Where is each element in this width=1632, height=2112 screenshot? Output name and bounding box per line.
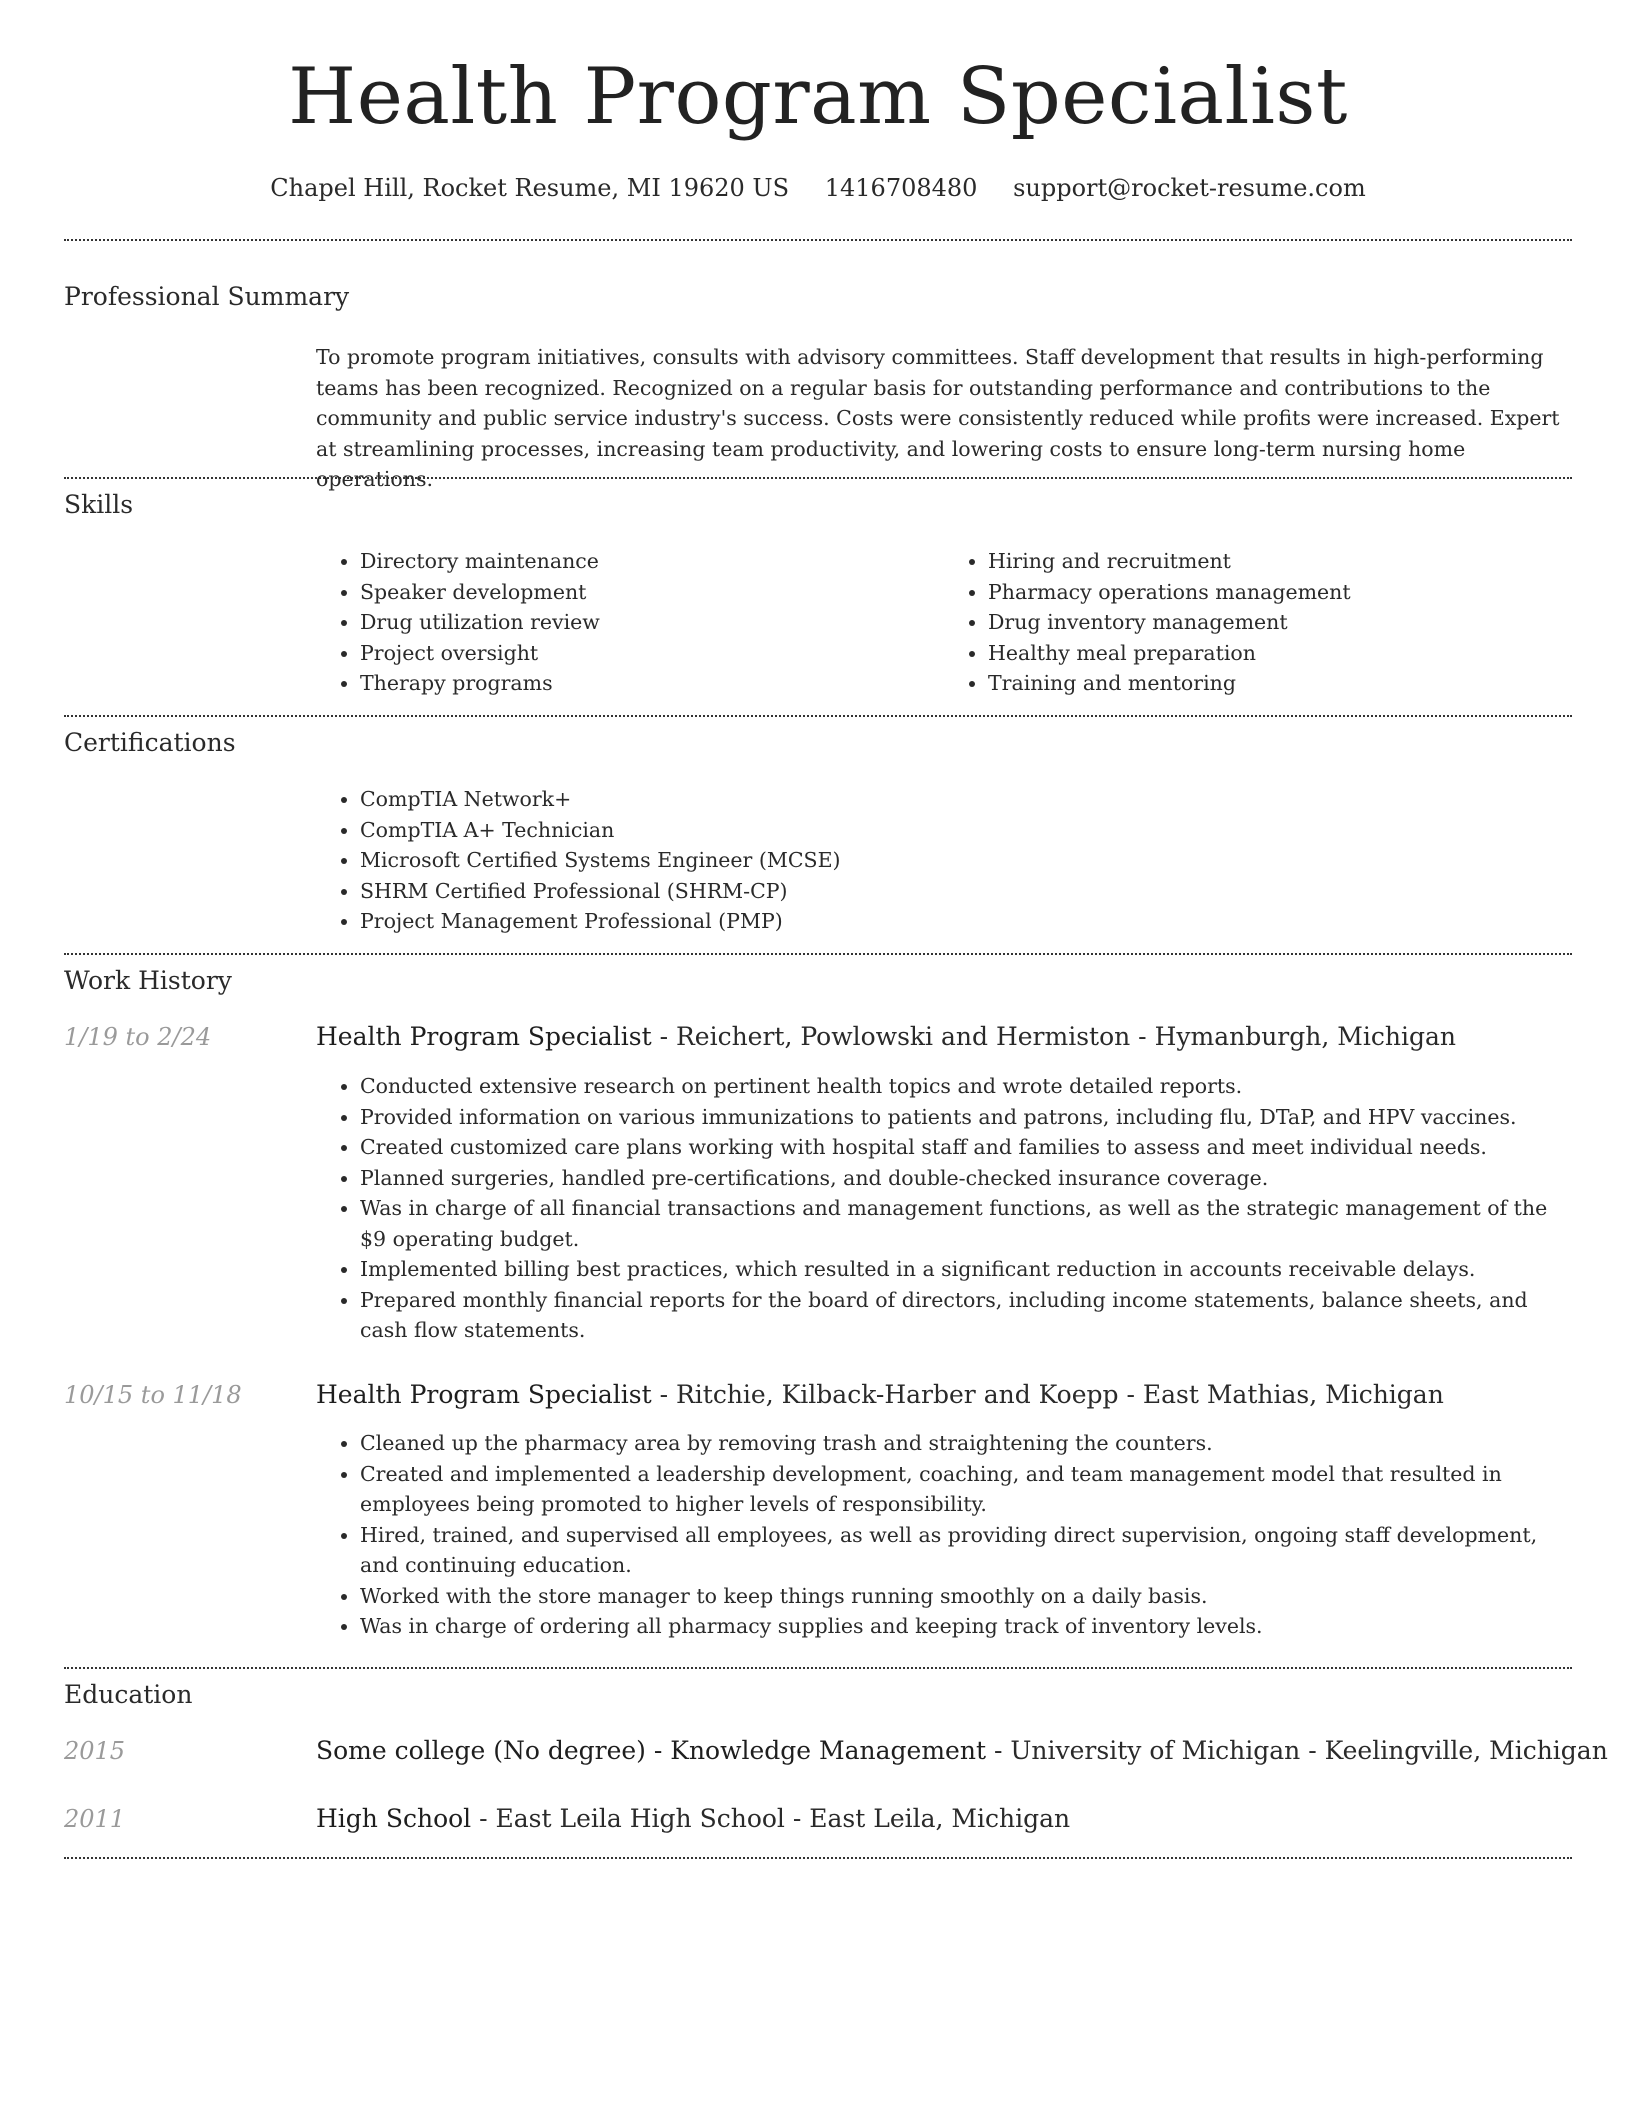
job-dates: 10/15 to 11/18 — [64, 1381, 242, 1409]
summary-text: To promote program initiatives, consults with advisory committees. Staff development that results in high-performing teams has been recognized. Recognized on a regular basis for outstanding performance and contributions to the community and public service industry's success. Costs were consistently reduced while profits were increased. Expert at streamlining processes, increasing team productivity, and lowering costs to ensure long-term nursing home operations. — [316, 345, 1560, 491]
skill-item: • Drug utilization review — [360, 607, 944, 638]
resume-name: Health Program Specialist — [288, 52, 1348, 142]
certification-item: • Project Management Professional (PMP) — [360, 906, 1572, 937]
job-bullet: • Created customized care plans working with hospital staff and families to assess and meet individual needs. — [360, 1132, 1572, 1163]
job-bullet: • Was in charge of all financial transactions and management functions, as well as the strategic management of the $9 operating budget. — [360, 1193, 1572, 1254]
education-school: - University of Michigan - Keelingville, Michigan — [986, 1736, 1608, 1765]
certification-item: • Microsoft Certified Systems Engineer (MCSE) — [360, 845, 1572, 876]
education-school: - East Leila High School - East Leila, Michigan — [471, 1804, 1071, 1833]
skill-item: • Drug inventory management — [988, 607, 1572, 638]
job-bullet: • Created and implemented a leadership development, coaching, and team management model that resulted in employees being promoted to higher levels of responsibility. — [360, 1459, 1572, 1520]
job-bullet: • Was in charge of ordering all pharmacy supplies and keeping track of inventory levels. — [360, 1611, 1572, 1642]
certification-item: • CompTIA A+ Technician — [360, 815, 1572, 846]
contact-line — [64, 174, 1572, 202]
education-degree: High School — [316, 1804, 472, 1833]
education-year: 2011 — [64, 1805, 126, 1833]
certifications-list — [316, 784, 1572, 937]
summary-heading: Professional Summary — [64, 282, 350, 311]
skill-item: • Pharmacy operations management — [988, 577, 1572, 608]
skill-item: • Directory maintenance — [360, 546, 944, 577]
skill-item: • Project oversight — [360, 638, 944, 669]
divider — [64, 477, 1572, 479]
job-bullet: • Hired, trained, and supervised all employees, as well as providing direct supervision, ongoing staff development, and continuing education. — [360, 1520, 1572, 1581]
job-company: - Ritchie, Kilback-Harber and Koepp - East Mathias, Michigan — [651, 1380, 1444, 1409]
job-bullet: • Prepared monthly financial reports for the board of directors, including income statements, balance sheets, and cash flow statements. — [360, 1285, 1572, 1346]
divider — [64, 1667, 1572, 1669]
contact-email: support@rocket-resume.com — [1013, 174, 1366, 202]
certifications-heading: Certifications — [64, 728, 236, 757]
skill-item: • Speaker development — [360, 577, 944, 608]
job-role: Health Program Specialist — [316, 1380, 652, 1409]
certification-item: • CompTIA Network+ — [360, 784, 1572, 815]
job-bullets — [316, 1428, 1572, 1642]
job-company: - Reichert, Powlowski and Hermiston - Hymanburgh, Michigan — [651, 1022, 1456, 1051]
job-bullet: • Worked with the store manager to keep things running smoothly on a daily basis. — [360, 1581, 1572, 1612]
skill-item: • Training and mentoring — [988, 668, 1572, 699]
divider — [64, 953, 1572, 955]
job-bullets — [316, 1071, 1572, 1346]
job-bullet: • Provided information on various immunizations to patients and patrons, including flu, DTaP, and HPV vaccines. — [360, 1102, 1572, 1133]
skills-list — [316, 546, 1572, 699]
job-title — [316, 1380, 1444, 1409]
education-heading: Education — [64, 1680, 193, 1709]
education-entry — [316, 1804, 1070, 1833]
contact-address: Chapel Hill, Rocket Resume, MI 19620 US — [270, 174, 790, 202]
education-degree: Some college (No degree) - Knowledge Management — [316, 1736, 986, 1765]
job-title — [316, 1022, 1456, 1051]
contact-phone: 1416708480 — [824, 174, 978, 202]
education-year: 2015 — [64, 1737, 126, 1765]
job-role: Health Program Specialist — [316, 1022, 652, 1051]
certification-item: • SHRM Certified Professional (SHRM-CP) — [360, 876, 1572, 907]
skill-item: • Hiring and recruitment — [988, 546, 1572, 577]
job-bullet: • Conducted extensive research on pertinent health topics and wrote detailed reports. — [360, 1071, 1572, 1102]
skills-column-right — [944, 546, 1572, 699]
skills-column-left — [316, 546, 944, 699]
skills-heading: Skills — [64, 490, 134, 519]
skill-item: • Therapy programs — [360, 668, 944, 699]
divider — [64, 1857, 1572, 1859]
skill-item: • Healthy meal preparation — [988, 638, 1572, 669]
work-history-heading: Work History — [64, 966, 232, 995]
divider — [64, 239, 1572, 241]
job-bullet: • Planned surgeries, handled pre-certifications, and double-checked insurance coverage. — [360, 1163, 1572, 1194]
job-bullet: • Cleaned up the pharmacy area by removing trash and straightening the counters. — [360, 1428, 1572, 1459]
job-dates: 1/19 to 2/24 — [64, 1023, 212, 1051]
divider — [64, 715, 1572, 717]
job-bullet: • Implemented billing best practices, which resulted in a significant reduction in accounts receivable delays. — [360, 1254, 1572, 1285]
education-entry — [316, 1736, 1608, 1765]
